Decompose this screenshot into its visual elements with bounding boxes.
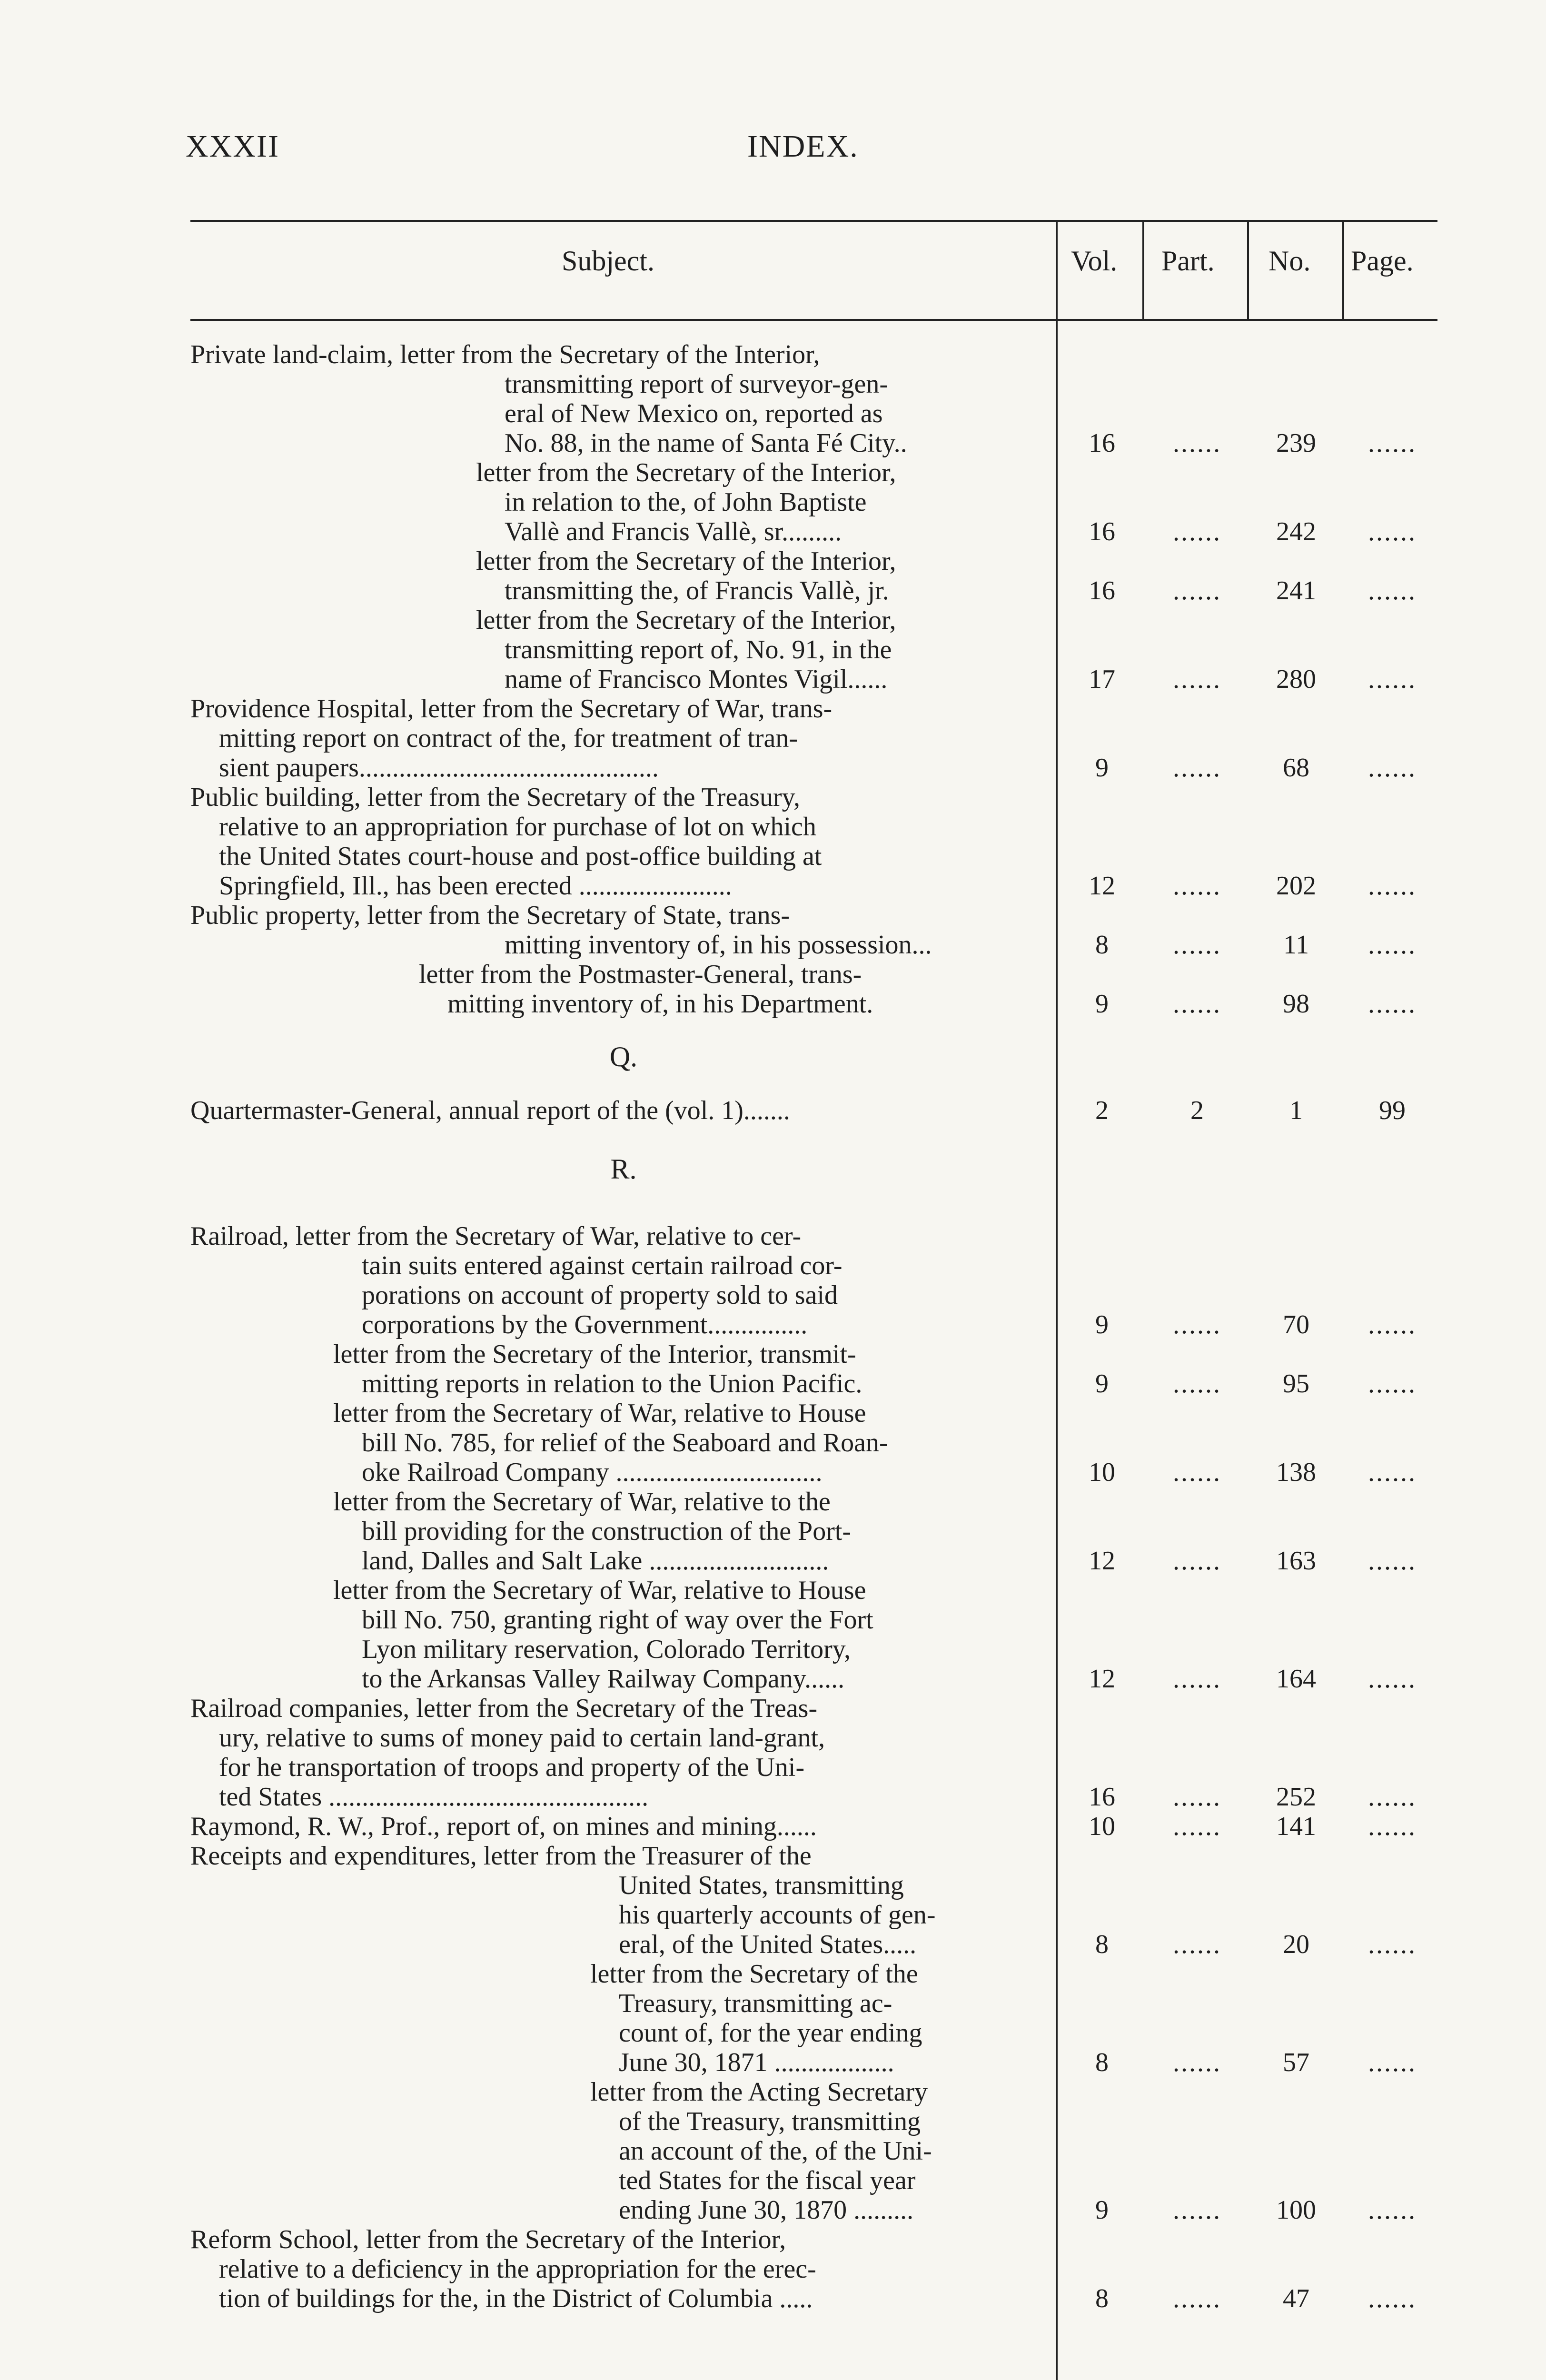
no-cell: 95	[1283, 1369, 1309, 1398]
index-line: eral, of the United States.....	[619, 1930, 917, 1959]
index-line: Raymond, R. W., Prof., report of, on mines and mining......	[190, 1812, 817, 1841]
no-cell: 100	[1276, 2195, 1316, 2225]
index-line: name of Francisco Montes Vigil......	[505, 664, 888, 694]
page-cell: ......	[1368, 428, 1417, 458]
index-line: letter from the Secretary of War, relative to House	[333, 1398, 866, 1428]
no-cell: 20	[1283, 1930, 1309, 1959]
index-line: June 30, 1871 ..................	[619, 2048, 894, 2077]
index-line: No. 88, in the name of Santa Fé City..	[505, 428, 907, 458]
no-cell: 252	[1276, 1782, 1316, 1812]
vol-cell: 12	[1089, 871, 1115, 901]
page-cell: ......	[1368, 930, 1417, 960]
no-cell: 163	[1276, 1546, 1316, 1576]
part-cell: ......	[1173, 1369, 1221, 1398]
vol-cell: 9	[1095, 2195, 1109, 2225]
index-line: his quarterly accounts of gen-	[619, 1900, 936, 1930]
page-cell: ......	[1368, 2284, 1417, 2313]
part-cell: ......	[1173, 1930, 1221, 1959]
index-line: mitting reports in relation to the Union Pacific.	[362, 1369, 862, 1398]
page-header	[186, 129, 1433, 171]
index-line: letter from the Secretary of the Interior,	[476, 546, 896, 576]
page-cell: ......	[1368, 753, 1417, 783]
vol-cell: 2	[1095, 1096, 1109, 1125]
part-cell: ......	[1173, 517, 1221, 546]
no-cell: 164	[1276, 1664, 1316, 1694]
vol-cell: 16	[1089, 428, 1115, 458]
page-title: INDEX.	[747, 129, 859, 164]
index-line: Providence Hospital, letter from the Secretary of War, trans-	[190, 694, 832, 724]
header-rule	[190, 319, 1437, 321]
index-line: mitting inventory of, in his possession...	[505, 930, 932, 960]
page-cell: ......	[1368, 989, 1417, 1019]
part-cell: ......	[1173, 930, 1221, 960]
no-cell: 141	[1276, 1812, 1316, 1841]
index-line: ted States for the fiscal year	[619, 2166, 916, 2195]
index-line: United States, transmitting	[619, 1871, 904, 1900]
column-header-no: No.	[1269, 245, 1311, 277]
column-header-vol: Vol.	[1071, 245, 1118, 277]
index-line: Railroad companies, letter from the Secretary of the Treas-	[190, 1694, 818, 1723]
index-line: relative to an appropriation for purchase of lot on which	[219, 812, 816, 842]
index-table	[190, 220, 1437, 2380]
page-cell: ......	[1368, 517, 1417, 546]
part-cell: ......	[1173, 1310, 1221, 1339]
index-line: Private land-claim, letter from the Secretary of the Interior,	[190, 340, 820, 369]
vol-cell: 16	[1089, 1782, 1115, 1812]
part-cell: ......	[1173, 1812, 1221, 1841]
index-line: Reform School, letter from the Secretary of the Interior,	[190, 2225, 786, 2254]
index-line: letter from the Secretary of the	[590, 1959, 918, 1989]
part-cell: ......	[1173, 1546, 1221, 1576]
page-cell: ......	[1368, 1664, 1417, 1694]
index-line: Public building, letter from the Secretary of the Treasury,	[190, 783, 800, 812]
vol-cell: 10	[1089, 1458, 1115, 1487]
part-cell: ......	[1173, 989, 1221, 1019]
page-cell: ......	[1368, 1930, 1417, 1959]
no-cell: 57	[1283, 2048, 1309, 2077]
part-cell: ......	[1173, 2195, 1221, 2225]
index-line: ury, relative to sums of money paid to certain land-grant,	[219, 1723, 825, 1753]
index-line: sient paupers.............................................	[219, 753, 659, 783]
no-cell: 138	[1276, 1458, 1316, 1487]
index-line: transmitting report of, No. 91, in the	[505, 635, 892, 664]
index-line: bill No. 785, for relief of the Seaboard and Roan-	[362, 1428, 888, 1458]
index-line: porations on account of property sold to said	[362, 1280, 838, 1310]
vol-cell: 9	[1095, 1310, 1109, 1339]
index-line: letter from the Secretary of the Interior,	[476, 605, 896, 635]
index-line: letter from the Secretary of War, relative to House	[333, 1576, 866, 1605]
no-cell: 11	[1283, 930, 1309, 960]
top-rule	[190, 220, 1437, 222]
page-cell: ......	[1368, 1369, 1417, 1398]
index-line: ted States ................................................	[219, 1782, 649, 1812]
index-line: count of, for the year ending	[619, 2018, 922, 2048]
vol-cell: 9	[1095, 753, 1109, 783]
index-line: oke Railroad Company ...............................	[362, 1458, 823, 1487]
vol-cell: 16	[1089, 576, 1115, 605]
part-cell: ......	[1173, 664, 1221, 694]
part-cell: ......	[1173, 428, 1221, 458]
index-line: eral of New Mexico on, reported as	[505, 399, 883, 428]
index-line: in relation to the, of John Baptiste	[505, 487, 867, 517]
column-divider	[1342, 220, 1344, 321]
vol-cell: 12	[1089, 1664, 1115, 1694]
vol-cell: 8	[1095, 1930, 1109, 1959]
index-line: land, Dalles and Salt Lake ...........................	[362, 1546, 829, 1576]
index-line: corporations by the Government...............	[362, 1310, 808, 1339]
no-cell: 68	[1283, 753, 1309, 783]
no-cell: 241	[1276, 576, 1316, 605]
index-line: tion of buildings for the, in the District of Columbia .....	[219, 2284, 813, 2313]
page-cell: ......	[1368, 1812, 1417, 1841]
index-line: Lyon military reservation, Colorado Territory,	[362, 1635, 851, 1664]
index-line: mitting inventory of, in his Department.	[447, 989, 873, 1019]
column-divider	[1247, 220, 1249, 321]
vol-cell: 8	[1095, 2284, 1109, 2313]
index-line: Springfield, Ill., has been erected .......................	[219, 871, 732, 901]
part-cell: ......	[1173, 576, 1221, 605]
index-line: the United States court-house and post-office building at	[219, 842, 822, 871]
page-cell: ......	[1368, 664, 1417, 694]
page-cell: ......	[1368, 1310, 1417, 1339]
index-line: letter from the Secretary of the Interior, transmit-	[333, 1339, 856, 1369]
index-line: bill No. 750, granting right of way over the Fort	[362, 1605, 873, 1635]
part-cell: 2	[1190, 1096, 1204, 1125]
page-number: XXXII	[186, 129, 279, 164]
index-line: transmitting the, of Francis Vallè, jr.	[505, 576, 889, 605]
index-line: for he transportation of troops and property of the Uni-	[219, 1753, 805, 1782]
no-cell: 98	[1283, 989, 1309, 1019]
index-line: Railroad, letter from the Secretary of War, relative to cer-	[190, 1221, 802, 1251]
page-cell: ......	[1368, 1782, 1417, 1812]
index-line: ending June 30, 1870 .........	[619, 2195, 914, 2225]
index-line: bill providing for the construction of the Port-	[362, 1517, 852, 1546]
vol-cell: 8	[1095, 2048, 1109, 2077]
page-cell: ......	[1368, 2048, 1417, 2077]
index-line: mitting report on contract of the, for treatment of tran-	[219, 724, 798, 753]
no-cell: 1	[1289, 1096, 1303, 1125]
column-header-part: Part.	[1161, 245, 1215, 277]
part-cell: ......	[1173, 2284, 1221, 2313]
index-line: an account of the, of the Uni-	[619, 2136, 932, 2166]
section-letter-q: Q.	[609, 1041, 638, 1072]
index-line: relative to a deficiency in the appropriation for the erec-	[219, 2254, 816, 2284]
page-cell: ......	[1368, 576, 1417, 605]
part-cell: ......	[1173, 753, 1221, 783]
vol-cell: 8	[1095, 930, 1109, 960]
index-line: Public property, letter from the Secretary of State, trans-	[190, 901, 790, 930]
index-line: transmitting report of surveyor-gen-	[505, 369, 888, 399]
part-cell: ......	[1173, 1664, 1221, 1694]
index-line: Receipts and expenditures, letter from the Treasurer of the	[190, 1841, 812, 1871]
no-cell: 202	[1276, 871, 1316, 901]
index-line: letter from the Secretary of the Interior,	[476, 458, 896, 487]
part-cell: ......	[1173, 1782, 1221, 1812]
page-cell: ......	[1368, 1546, 1417, 1576]
page-cell: ......	[1368, 871, 1417, 901]
column-header-subject: Subject.	[562, 245, 654, 277]
no-cell: 239	[1276, 428, 1316, 458]
index-line: letter from the Acting Secretary	[590, 2077, 928, 2107]
index-line: Vallè and Francis Vallè, sr.........	[505, 517, 842, 546]
no-cell: 242	[1276, 517, 1316, 546]
part-cell: ......	[1173, 871, 1221, 901]
column-header-page: Page.	[1351, 245, 1414, 277]
index-line: letter from the Secretary of War, relative to the	[333, 1487, 831, 1517]
page-cell: ......	[1368, 1458, 1417, 1487]
vol-cell: 9	[1095, 989, 1109, 1019]
page-cell: 99	[1379, 1096, 1406, 1125]
vol-cell: 10	[1089, 1812, 1115, 1841]
index-line: Treasury, transmitting ac-	[619, 1989, 892, 2018]
no-cell: 280	[1276, 664, 1316, 694]
part-cell: ......	[1173, 2048, 1221, 2077]
index-line: letter from the Postmaster-General, trans-	[419, 960, 862, 989]
page-cell: ......	[1368, 2195, 1417, 2225]
index-line: tain suits entered against certain railroad cor-	[362, 1251, 842, 1280]
vol-cell: 9	[1095, 1369, 1109, 1398]
vol-cell: 12	[1089, 1546, 1115, 1576]
vol-cell: 17	[1089, 664, 1115, 694]
column-divider	[1142, 220, 1144, 321]
no-cell: 47	[1283, 2284, 1309, 2313]
part-cell: ......	[1173, 1458, 1221, 1487]
index-line: to the Arkansas Valley Railway Company......	[362, 1664, 845, 1694]
index-line: of the Treasury, transmitting	[619, 2107, 921, 2136]
no-cell: 70	[1283, 1310, 1309, 1339]
index-line: Quartermaster-General, annual report of the (vol. 1).......	[190, 1096, 790, 1125]
vol-cell: 16	[1089, 517, 1115, 546]
section-letter-r: R.	[610, 1153, 637, 1185]
